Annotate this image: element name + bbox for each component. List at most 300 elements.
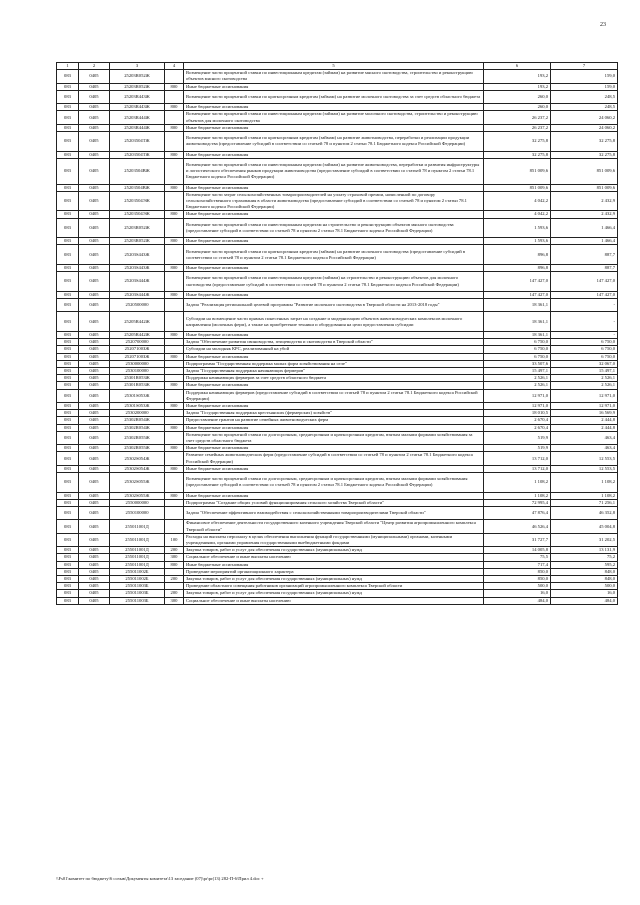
cell-target-article: 255011001Д [110, 561, 165, 568]
table-header-row [57, 63, 618, 70]
cell-planned: 193,2 [484, 83, 551, 90]
table-row [57, 547, 618, 554]
cell-target-article: 25203S444Ж [110, 291, 165, 298]
cell-gov-code: 083 [57, 291, 79, 298]
cell-section: 0405 [79, 158, 110, 184]
header-cell: 7 [551, 63, 618, 70]
cell-expense-type [165, 272, 184, 292]
cell-executed: 147 427,0 [551, 291, 618, 298]
cell-section: 0405 [79, 597, 110, 604]
cell-gov-code: 083 [57, 211, 79, 218]
table-row [57, 590, 618, 597]
cell-expense-type [165, 473, 184, 493]
cell-executed: 463,4 [551, 431, 618, 444]
table-row [57, 410, 618, 417]
cell-expense-type [165, 375, 184, 382]
cell-target-article: 25302S054Ж [110, 452, 165, 465]
table-row [57, 375, 618, 382]
cell-description: Возмещение части процентной ставки по инвестиционным кредитам (займам) на развитие молочного скотоводства, строительство и реконструкцию объектов для молочного скотоводства [184, 111, 484, 124]
cell-planned: 33 507,6 [484, 360, 551, 367]
cell-section: 0405 [79, 132, 110, 152]
cell-gov-code: 083 [57, 507, 79, 520]
cell-planned: 484,0 [484, 597, 551, 604]
table-row [57, 245, 618, 265]
cell-section: 0405 [79, 339, 110, 346]
cell-planned: 2 526,1 [484, 375, 551, 382]
table-row [57, 533, 618, 546]
cell-executed: 45 004,8 [551, 520, 618, 533]
cell-target-article: 25203R052Ж [110, 70, 165, 83]
cell-expense-type [165, 339, 184, 346]
cell-target-article: 25301R053Ж [110, 382, 165, 389]
cell-section: 0405 [79, 184, 110, 191]
cell-description: Подпрограмма "Создание общих условий функционирования сельского хозяйства Тверской области" [184, 499, 484, 506]
cell-target-article: 25203S443Ж [110, 265, 165, 272]
cell-expense-type [165, 312, 184, 332]
file-path-footer: \\Fs01\комитет по бюджету\6 созыв\Документы комитета\13 заседание (07)\pr\pr(13) 282-П-6\Прил 4.doc + [56, 876, 264, 881]
table-row [57, 353, 618, 360]
cell-gov-code: 083 [57, 597, 79, 604]
cell-executed: 32 067,0 [551, 360, 618, 367]
cell-gov-code: 083 [57, 299, 79, 312]
cell-section: 0405 [79, 312, 110, 332]
cell-section: 0405 [79, 299, 110, 312]
cell-planned: 1 593,6 [484, 218, 551, 238]
cell-planned: 147 427,0 [484, 291, 551, 298]
table-row [57, 520, 618, 533]
cell-planned: 850,0 [484, 568, 551, 575]
cell-description: Иные бюджетные ассигнования [184, 424, 484, 431]
table-row [57, 597, 618, 604]
table-row [57, 339, 618, 346]
cell-gov-code: 083 [57, 375, 79, 382]
table-row [57, 583, 618, 590]
cell-planned: 75,5 [484, 554, 551, 561]
cell-description: Развитие семейных животноводческих ферм (предоставление субсидий в соответствии со статьей 78 и пунктом 2 статьи 78.1 Бюджетного кодекса Российской Федерации) [184, 452, 484, 465]
cell-description: Задача "Государственная поддержка крестьянских (фермерских) хозяйств" [184, 410, 484, 417]
table-row [57, 346, 618, 353]
table-row [57, 360, 618, 367]
cell-target-article: 25203504ЭЖ [110, 191, 165, 211]
cell-executed: 2 432,9 [551, 191, 618, 211]
cell-description: Возмещение части процентной ставки по долгосрочным, среднесрочным и краткосрочным кредитам, взятым малыми формами хозяйствования (предоставление субсидий в соответствии со статьей 78 и пунктом 2 статьи 78.1 Бюджетного кодекса Российской Федерации) [184, 473, 484, 493]
cell-description: Задача "Обеспечение развития свиноводства, птицеводства и скотоводства в Тверской области" [184, 339, 484, 346]
cell-gov-code: 083 [57, 360, 79, 367]
cell-section: 0405 [79, 70, 110, 83]
cell-section: 0405 [79, 375, 110, 382]
cell-expense-type: 300 [165, 554, 184, 561]
cell-planned: 47 876,4 [484, 507, 551, 520]
cell-description: Задача "Государственная поддержка начинающих фермеров" [184, 368, 484, 375]
cell-executed: 71 256,1 [551, 499, 618, 506]
table-row [57, 492, 618, 499]
table-row [57, 265, 618, 272]
cell-target-article: 255011001Д [110, 520, 165, 533]
cell-section: 0405 [79, 520, 110, 533]
table-row [57, 272, 618, 292]
cell-section: 0405 [79, 191, 110, 211]
cell-gov-code: 083 [57, 576, 79, 583]
cell-executed: 595,2 [551, 561, 618, 568]
cell-section: 0405 [79, 111, 110, 124]
cell-planned: 851 009,6 [484, 158, 551, 184]
table-row [57, 184, 618, 191]
cell-planned: 896,8 [484, 265, 551, 272]
cell-planned: 13 712,0 [484, 465, 551, 472]
cell-description: Расходы на выплаты персоналу в целях обеспечения выполнения функций государственными (муниципальными) органами, казенными учреждениями, органами управления государственными внебюджетными фондами [184, 533, 484, 546]
cell-gov-code: 083 [57, 424, 79, 431]
cell-executed: 12 971,0 [551, 403, 618, 410]
table-row [57, 132, 618, 152]
cell-description: Закупка товаров, работ и услуг для обеспечения государственных (муниципальных) нужд [184, 576, 484, 583]
table-row [57, 382, 618, 389]
cell-target-article: 255011003Б [110, 597, 165, 604]
cell-expense-type [165, 520, 184, 533]
cell-planned: 147 427,0 [484, 272, 551, 292]
table-row [57, 312, 618, 332]
cell-section: 0405 [79, 353, 110, 360]
cell-section: 0405 [79, 499, 110, 506]
cell-description: Иные бюджетные ассигнования [184, 465, 484, 472]
cell-target-article: 25302R054Ж [110, 424, 165, 431]
table-row [57, 499, 618, 506]
cell-section: 0405 [79, 410, 110, 417]
header-cell: 5 [184, 63, 484, 70]
cell-executed: 16,0 [551, 590, 618, 597]
cell-expense-type: 800 [165, 445, 184, 452]
cell-executed: - [551, 299, 618, 312]
cell-description: Иные бюджетные ассигнования [184, 83, 484, 90]
cell-expense-type [165, 417, 184, 424]
cell-executed: 12 553,5 [551, 465, 618, 472]
cell-expense-type: 300 [165, 597, 184, 604]
cell-section: 0405 [79, 332, 110, 339]
cell-executed: 24 060,2 [551, 111, 618, 124]
cell-section: 0405 [79, 507, 110, 520]
cell-target-article: 25207100ЗЖ [110, 353, 165, 360]
cell-executed: 851 009,6 [551, 158, 618, 184]
cell-section: 0405 [79, 568, 110, 575]
header-cell: 6 [484, 63, 551, 70]
cell-gov-code: 083 [57, 191, 79, 211]
table-row [57, 218, 618, 238]
cell-planned: 2 670,4 [484, 424, 551, 431]
cell-target-article: 255011002Б [110, 568, 165, 575]
cell-expense-type [165, 499, 184, 506]
cell-description: Иные бюджетные ассигнования [184, 561, 484, 568]
cell-gov-code: 083 [57, 158, 79, 184]
cell-expense-type: 800 [165, 403, 184, 410]
cell-expense-type [165, 583, 184, 590]
cell-executed: 248,5 [551, 104, 618, 111]
cell-gov-code: 083 [57, 452, 79, 465]
cell-planned: 519,9 [484, 431, 551, 444]
table-row [57, 576, 618, 583]
cell-gov-code: 083 [57, 346, 79, 353]
cell-target-article: 25302S054Ж [110, 465, 165, 472]
cell-executed: 887,7 [551, 245, 618, 265]
cell-target-article: 25203504ЭЖ [110, 211, 165, 218]
cell-expense-type: 800 [165, 424, 184, 431]
cell-description: Иные бюджетные ассигнования [184, 291, 484, 298]
cell-expense-type [165, 158, 184, 184]
cell-executed: 2 444,8 [551, 417, 618, 424]
cell-target-article: 25302S055Ж [110, 473, 165, 493]
cell-target-article: 25301S053Ж [110, 403, 165, 410]
cell-gov-code: 083 [57, 124, 79, 131]
cell-gov-code: 083 [57, 90, 79, 103]
cell-target-article: 25301R053Ж [110, 375, 165, 382]
cell-gov-code: 083 [57, 353, 79, 360]
cell-target-article: 2530100000 [110, 368, 165, 375]
table-row [57, 389, 618, 402]
cell-planned: 4 042,2 [484, 191, 551, 211]
cell-target-article: 255011002Б [110, 576, 165, 583]
cell-gov-code: 083 [57, 245, 79, 265]
cell-description: Проведение мероприятий организационного характера [184, 568, 484, 575]
table-row [57, 452, 618, 465]
cell-planned: 14 005,8 [484, 547, 551, 554]
table-row [57, 291, 618, 298]
header-cell: 4 [165, 63, 184, 70]
cell-gov-code: 083 [57, 410, 79, 417]
cell-section: 0405 [79, 83, 110, 90]
cell-planned: 717,4 [484, 561, 551, 568]
cell-section: 0405 [79, 218, 110, 238]
table-row [57, 211, 618, 218]
cell-description: Иные бюджетные ассигнования [184, 211, 484, 218]
cell-section: 0405 [79, 492, 110, 499]
cell-executed: 24 060,2 [551, 124, 618, 131]
cell-executed: 75,2 [551, 554, 618, 561]
table-row [57, 424, 618, 431]
header-cell: 2 [79, 63, 110, 70]
table-row [57, 90, 618, 103]
cell-description: Подпрограмма "Государственная поддержка малых форм хозяйствования на селе" [184, 360, 484, 367]
cell-gov-code: 083 [57, 238, 79, 245]
cell-gov-code: 083 [57, 465, 79, 472]
cell-section: 0405 [79, 554, 110, 561]
cell-target-article: 2550100000 [110, 507, 165, 520]
cell-expense-type [165, 299, 184, 312]
cell-gov-code: 083 [57, 218, 79, 238]
cell-planned: 26 237,2 [484, 111, 551, 124]
cell-planned: 18 361,1 [484, 312, 551, 332]
budget-table [56, 62, 618, 605]
cell-target-article: 25302R055Ж [110, 431, 165, 444]
cell-section: 0405 [79, 368, 110, 375]
cell-executed: 147 427,0 [551, 272, 618, 292]
cell-expense-type: 800 [165, 265, 184, 272]
cell-gov-code: 083 [57, 184, 79, 191]
cell-section: 0405 [79, 104, 110, 111]
cell-target-article: 2550000000 [110, 499, 165, 506]
cell-section: 0405 [79, 151, 110, 158]
cell-expense-type [165, 431, 184, 444]
page-number: 23 [600, 22, 606, 28]
cell-planned: 1 108,2 [484, 492, 551, 499]
cell-planned: 6 750,0 [484, 346, 551, 353]
table-row [57, 111, 618, 124]
table-row [57, 465, 618, 472]
cell-gov-code: 083 [57, 70, 79, 83]
cell-target-article: 2520500000 [110, 299, 165, 312]
cell-section: 0405 [79, 382, 110, 389]
cell-gov-code: 083 [57, 561, 79, 568]
cell-planned: 2 670,4 [484, 417, 551, 424]
cell-planned: 12 971,0 [484, 403, 551, 410]
cell-target-article: 25205R442Ж [110, 312, 165, 332]
cell-gov-code: 083 [57, 473, 79, 493]
table-row [57, 124, 618, 131]
cell-planned: 1 108,2 [484, 473, 551, 493]
cell-gov-code: 083 [57, 547, 79, 554]
cell-gov-code: 083 [57, 83, 79, 90]
cell-expense-type: 800 [165, 465, 184, 472]
cell-expense-type: 200 [165, 547, 184, 554]
cell-executed: 159,0 [551, 70, 618, 83]
cell-gov-code: 083 [57, 111, 79, 124]
table-row [57, 473, 618, 493]
cell-gov-code: 083 [57, 583, 79, 590]
cell-executed: 32 275,8 [551, 151, 618, 158]
cell-target-article: 255011001Д [110, 547, 165, 554]
cell-expense-type: 800 [165, 291, 184, 298]
cell-gov-code: 083 [57, 312, 79, 332]
cell-gov-code: 083 [57, 492, 79, 499]
cell-planned: 896,8 [484, 245, 551, 265]
cell-planned: 16,0 [484, 590, 551, 597]
cell-planned: 15 497,1 [484, 368, 551, 375]
cell-planned: 519,9 [484, 445, 551, 452]
table-row [57, 554, 618, 561]
cell-section: 0405 [79, 547, 110, 554]
cell-target-article: 25203R444Ж [110, 124, 165, 131]
table-row [57, 299, 618, 312]
cell-expense-type [165, 452, 184, 465]
cell-executed: 248,5 [551, 90, 618, 103]
cell-description: Возмещение части процентной ставки по краткосрочным кредитам (займам) на развитие молочного скотоводства за счет средств областного бюджета [184, 90, 484, 103]
cell-target-article: 25203R443Ж [110, 104, 165, 111]
cell-section: 0405 [79, 590, 110, 597]
cell-planned: 260,0 [484, 104, 551, 111]
cell-expense-type: 800 [165, 492, 184, 499]
cell-expense-type: 800 [165, 83, 184, 90]
cell-target-article: 25203R052Ж [110, 238, 165, 245]
cell-expense-type [165, 360, 184, 367]
cell-description: Возмещение части процентной ставки по инвестиционным кредитам (займам) на развитие мясного скотоводства, строительство и реконструкцию объектов мясного скотоводства [184, 70, 484, 83]
cell-expense-type [165, 111, 184, 124]
cell-section: 0405 [79, 238, 110, 245]
cell-target-article: 25203504ТЖ [110, 132, 165, 152]
cell-executed: 6 750,0 [551, 353, 618, 360]
cell-planned: 500,0 [484, 583, 551, 590]
cell-section: 0405 [79, 265, 110, 272]
table-row [57, 445, 618, 452]
cell-section: 0405 [79, 583, 110, 590]
cell-target-article: 25302S055Ж [110, 492, 165, 499]
cell-planned: 46 526,4 [484, 520, 551, 533]
cell-planned: 4 042,2 [484, 211, 551, 218]
cell-gov-code: 083 [57, 104, 79, 111]
cell-executed: 15 497,1 [551, 368, 618, 375]
cell-expense-type: 800 [165, 124, 184, 131]
cell-target-article: 25203S444Ж [110, 272, 165, 292]
cell-expense-type: 800 [165, 332, 184, 339]
cell-expense-type [165, 507, 184, 520]
cell-target-article: 25203504ВЖ [110, 158, 165, 184]
cell-section: 0405 [79, 424, 110, 431]
cell-executed: 2 444,8 [551, 424, 618, 431]
cell-target-article: 25203504ТЖ [110, 151, 165, 158]
cell-expense-type: 200 [165, 590, 184, 597]
cell-executed: 848,0 [551, 568, 618, 575]
cell-executed: 6 750,0 [551, 339, 618, 346]
cell-target-article: 25205R442Ж [110, 332, 165, 339]
cell-planned: 6 750,0 [484, 339, 551, 346]
cell-expense-type: 800 [165, 211, 184, 218]
cell-planned: 72 995,4 [484, 499, 551, 506]
cell-section: 0405 [79, 90, 110, 103]
cell-description: Возмещение части процентной ставки по инвестиционным кредитам на строительство и реконструкцию объектов мясного скотоводства (предоставление субсидий в соответствии со статьей 78 и пунктом 2 статьи 78.1 Бюджетного кодекса Российской Федерации) [184, 218, 484, 238]
table-row [57, 191, 618, 211]
cell-planned: 32 275,8 [484, 151, 551, 158]
cell-planned: 26 237,2 [484, 124, 551, 131]
table-row [57, 561, 618, 568]
cell-expense-type [165, 218, 184, 238]
cell-planned: 32 275,8 [484, 132, 551, 152]
cell-expense-type [165, 132, 184, 152]
cell-description: Иные бюджетные ассигнования [184, 382, 484, 389]
cell-description: Предоставление грантов на развитие семейных животноводческих ферм [184, 417, 484, 424]
cell-section: 0405 [79, 291, 110, 298]
cell-executed: 500,0 [551, 583, 618, 590]
cell-section: 0405 [79, 465, 110, 472]
cell-target-article: 2520700000 [110, 339, 165, 346]
cell-executed: 1 466,4 [551, 218, 618, 238]
cell-description: Иные бюджетные ассигнования [184, 265, 484, 272]
cell-expense-type: 200 [165, 576, 184, 583]
cell-executed: - [551, 312, 618, 332]
table-row [57, 332, 618, 339]
cell-target-article: 25203R443Ж [110, 90, 165, 103]
cell-gov-code: 083 [57, 568, 79, 575]
cell-executed: 2 526,1 [551, 382, 618, 389]
cell-planned: 851 009,6 [484, 184, 551, 191]
cell-description: Возмещение части процентной ставки по краткосрочным кредитам (займам) на развитие животноводства, переработки и реализации продукции животноводства (предоставление субсидий в соответствии со статьей 78 и пунктом 2 статьи 78.1 Бюджетного кодекса Российской Федерации) [184, 132, 484, 152]
cell-gov-code: 083 [57, 132, 79, 152]
cell-description: Задача "Обеспечение эффективного взаимодействия с сельскохозяйственными товаропроизводителями Тверской области" [184, 507, 484, 520]
cell-description: Иные бюджетные ассигнования [184, 238, 484, 245]
cell-gov-code: 083 [57, 368, 79, 375]
cell-target-article: 255011003Б [110, 590, 165, 597]
cell-description: Возмещение части процентной ставки по краткосрочным кредитам (займам) на развитие молочного скотоводства (предоставление субсидий в соответствии со статьей 78 и пунктом 2 статьи 78.1 Бюджетного кодекса Российской Федерации) [184, 245, 484, 265]
cell-expense-type [165, 191, 184, 211]
cell-executed: 1 466,4 [551, 238, 618, 245]
cell-gov-code: 083 [57, 554, 79, 561]
cell-description: Социальное обеспечение и иные выплаты населению [184, 554, 484, 561]
cell-planned: 31 727,7 [484, 533, 551, 546]
cell-planned: 1 593,6 [484, 238, 551, 245]
cell-planned: 193,2 [484, 70, 551, 83]
cell-section: 0405 [79, 272, 110, 292]
cell-planned: 850,0 [484, 576, 551, 583]
cell-expense-type [165, 368, 184, 375]
cell-section: 0405 [79, 346, 110, 353]
cell-section: 0405 [79, 124, 110, 131]
cell-gov-code: 083 [57, 389, 79, 402]
cell-expense-type: 800 [165, 353, 184, 360]
